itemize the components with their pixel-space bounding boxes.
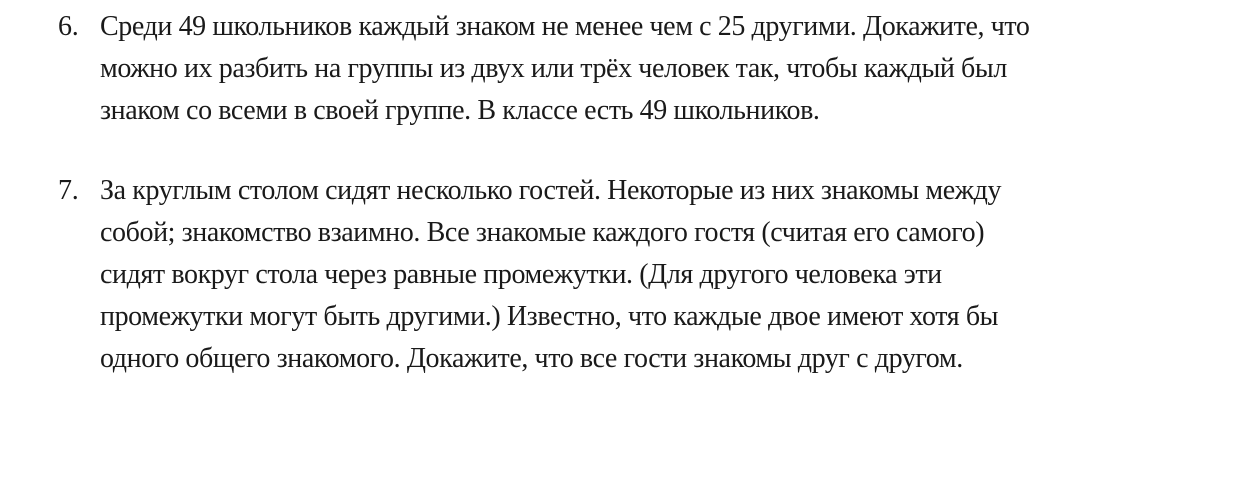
text-line: За круглым столом сидят несколько гостей. Некоторые из них знакомы между: [100, 175, 1002, 206]
problem-number: 6.: [58, 11, 79, 42]
problem-text: [100, 6, 1180, 132]
text-line: промежутки могут быть другими.) Известно, что каждые двое имеют хотя бы: [100, 301, 999, 332]
text-line: можно их разбить на группы из двух или трёх человек так, чтобы каждый был: [100, 53, 1007, 84]
text-line: собой; знакомство взаимно. Все знакомые каждого гостя (считая его самого): [100, 217, 985, 248]
text-line: сидят вокруг стола через равные промежутки. (Для другого человека эти: [100, 259, 942, 290]
text-line: одного общего знакомого. Докажите, что все гости знакомы друг с другом.: [100, 343, 963, 374]
text-line: знаком со всеми в своей группе. В классе есть 49 школьников.: [100, 95, 820, 126]
problem-number: 7.: [58, 175, 79, 206]
text-line: Среди 49 школьников каждый знаком не менее чем с 25 другими. Докажите, что: [100, 11, 1030, 42]
problem-text: [100, 170, 1180, 380]
